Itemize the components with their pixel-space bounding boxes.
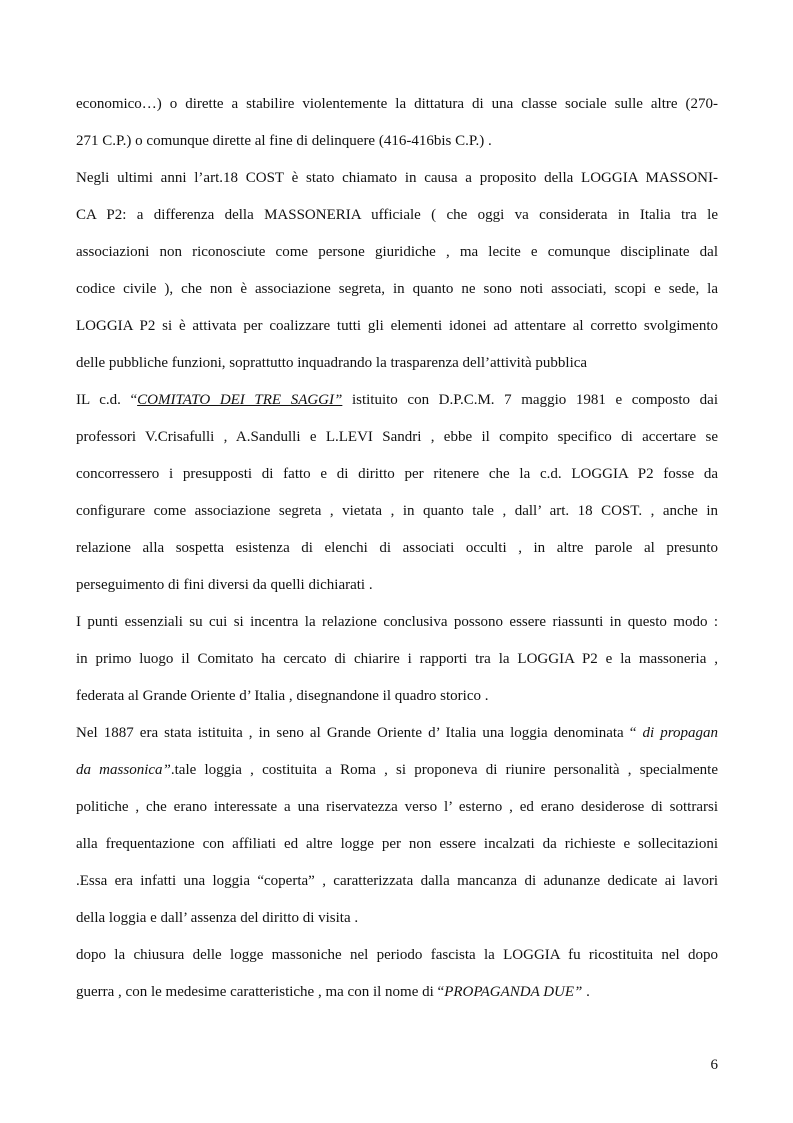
italic-run: PROPAGANDA DUE” — [444, 984, 583, 1000]
text-line: CA P2: a differenza della MASSONERIA ufficiale ( che oggi va considerata in Italia tra le — [76, 207, 718, 223]
text-line: I punti essenziali su cui si incentra la relazione conclusiva possono essere riassunti in questo modo : — [76, 614, 718, 630]
text-line — [76, 723, 718, 743]
text-line — [76, 390, 718, 410]
text-run: . — [582, 984, 590, 1000]
text-line: associazioni non riconosciute come persone giuridiche , ma lecite e comunque disciplinate dal — [76, 244, 718, 260]
text-line: 271 C.P.) o comunque dirette al fine di delinquere (416-416bis C.P.) . — [76, 133, 492, 149]
italic-run: da massonica” — [76, 762, 171, 778]
text-line: Negli ultimi anni l’art.18 COST è stato chiamato in causa a proposito della LOGGIA MASSONI- — [76, 170, 718, 186]
text-run: IL c.d. “ — [76, 392, 138, 408]
text-line: .Essa era infatti una loggia “coperta” , caratterizzata dalla mancanza di adunanze dedicate ai lavori — [76, 873, 718, 889]
text-run: istituito con D.P.C.M. 7 maggio 1981 e composto dai — [342, 392, 718, 408]
text-line: codice civile ), che non è associazione segreta, in quanto ne sono noti associati, scopi e sede, la — [76, 281, 718, 297]
text-run: guerra , con le medesime caratteristiche , ma con il nome di “ — [76, 984, 445, 1000]
text-line: perseguimento di fini diversi da quelli dichiarati . — [76, 577, 373, 593]
text-line: della loggia e dall’ assenza del diritto di visita . — [76, 910, 359, 926]
text-line: configurare come associazione segreta , vietata , in quanto tale , dall’ art. 18 COST. , anche in — [76, 503, 718, 519]
underlined-italic-run: COMITATO DEI TRE SAGGI” — [137, 392, 343, 408]
text-line: in primo luogo il Comitato ha cercato di chiarire i rapporti tra la LOGGIA P2 e la massoneria , — [76, 651, 718, 667]
text-line: politiche , che erano interessate a una riservatezza verso l’ esterno , ed erano desiderose di sottrarsi — [76, 799, 718, 815]
text-line: federata al Grande Oriente d’ Italia , disegnandone il quadro storico . — [76, 688, 489, 704]
text-run: Nel 1887 era stata istituita , in seno al Grande Oriente d’ Italia una loggia denominata “ — [76, 725, 643, 741]
text-line: dopo la chiusura delle logge massoniche nel periodo fascista la LOGGIA fu ricostituita nel dopo — [76, 947, 718, 963]
italic-run: di propagan — [642, 725, 719, 741]
text-line — [76, 760, 718, 780]
text-line — [76, 982, 718, 1002]
text-line: alla frequentazione con affiliati ed altre logge per non essere incalzati da richieste e sollecitazioni — [76, 836, 718, 852]
text-line: LOGGIA P2 si è attivata per coalizzare tutti gli elementi idonei ad attentare al corretto svolgimento — [76, 318, 718, 334]
page-number: 6 — [710, 1057, 718, 1073]
text-line: relazione alla sospetta esistenza di elenchi di associati occulti , in altre parole al presunto — [76, 540, 718, 556]
text-line: economico…) o dirette a stabilire violentemente la dittatura di una classe sociale sulle altre (270- — [76, 96, 718, 112]
text-line: delle pubbliche funzioni, soprattutto inquadrando la trasparenza dell’attività pubblica — [76, 355, 588, 371]
text-line: concorressero i presupposti di fatto e di diritto per ritenere che la c.d. LOGGIA P2 fosse da — [76, 466, 718, 482]
text-run: .tale loggia , costituita a Roma , si proponeva di riunire personalità , specialmente — [170, 762, 718, 778]
text-line: professori V.Crisafulli , A.Sandulli e L.LEVI Sandri , ebbe il compito specifico di accertare se — [76, 429, 718, 445]
